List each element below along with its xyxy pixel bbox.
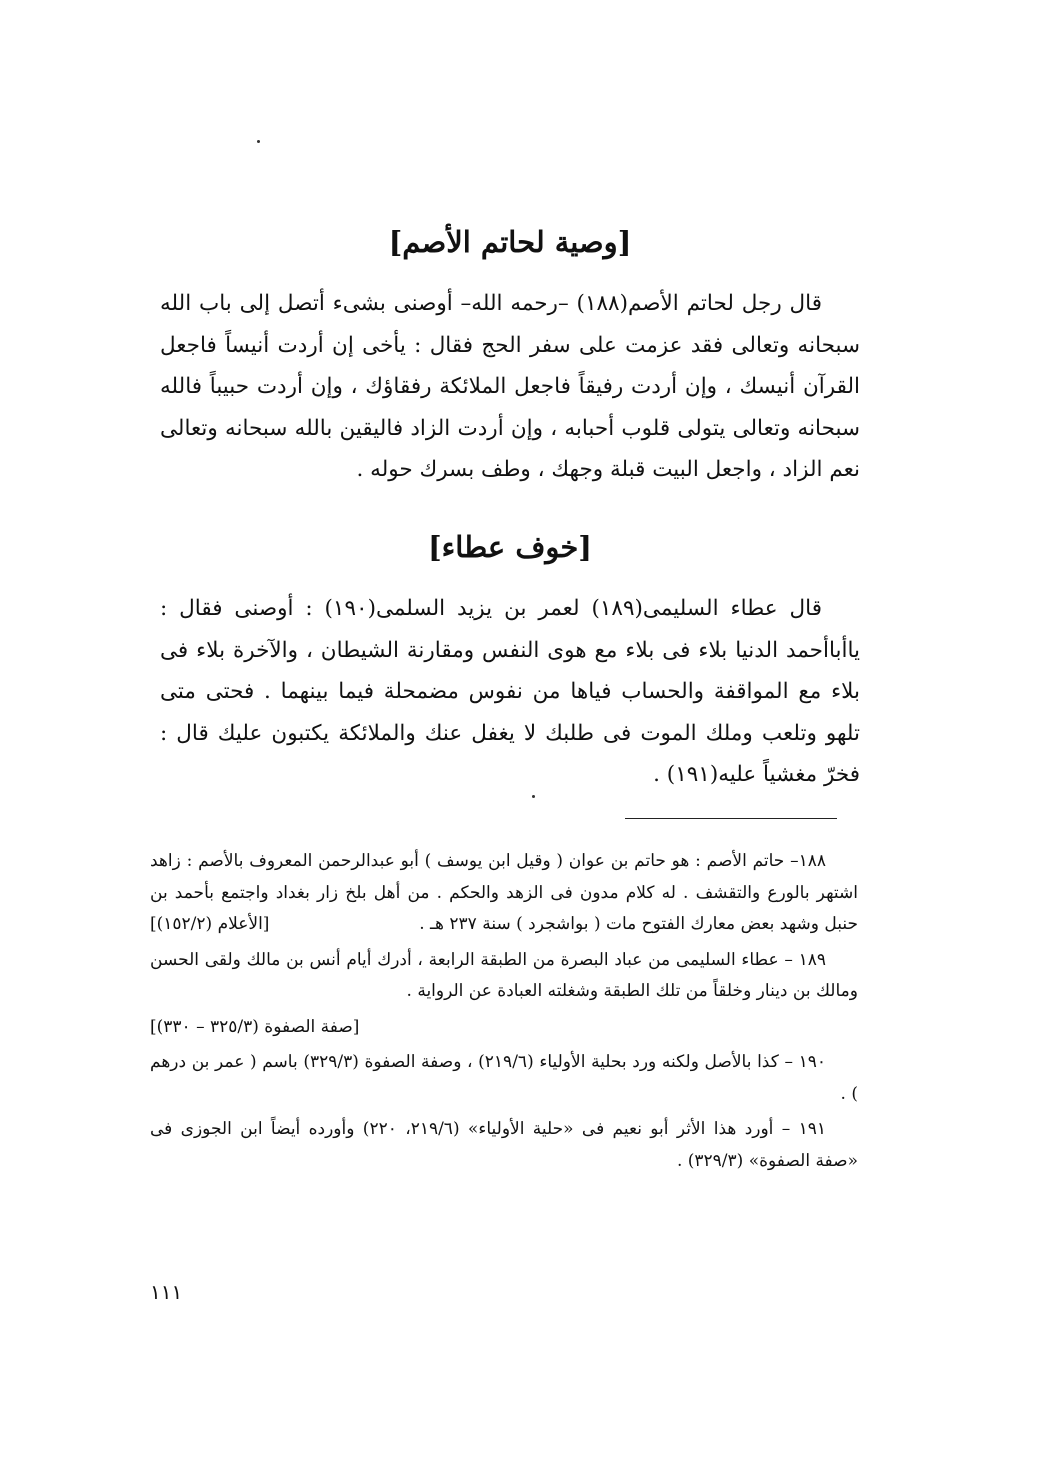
footnote: ١٨٩ – عطاء السليمى من عباد البصرة من الطبقة الرابعة ، أدرك أيام أنس بن مالك ولقى الحسن ومالك بن دينار وخلقاً من تلك الطبقة وشغلته العبادة عن الرواية . xyxy=(150,949,858,1001)
footnote-source: [الأعلام (١٥٢/٢)] xyxy=(150,914,270,934)
footnotes xyxy=(150,846,858,1181)
footnote: ١٩٠ – كذا بالأصل ولكنه ورد بحلية الأولياء (٢١٩/٦) ، وصفة الصفوة (٣٢٩/٣) باسم ( عمر بن درهم ) . xyxy=(150,1052,858,1104)
footnote-source: [صفة الصفوة (٣٢٥/٣ – ٣٣٠)] xyxy=(150,1016,360,1037)
section-body xyxy=(160,588,860,796)
body-paragraph: قال رجل لحاتم الأصم(١٨٨) –رحمه الله– أوصنى بشىء أتصل إلى باب الله سبحانه وتعالى فقد عزمت على سفر الحج فقال : يأخى إن أردت أنيساً فاجعل القرآن أنيسك ، وإن أردت رفيقاً فاجعل الملائكة رفقاؤك ، وإن أردت حبيباً فالله سبحانه وتعالى يتولى قلوب أحبابه ، وإن أردت الزاد فاليقين بالله سبحانه وتعالى نعم الزاد ، واجعل البيت قبلة وجهك ، وطف بسرك حوله . xyxy=(160,291,860,482)
footnote-separator xyxy=(625,818,837,819)
section-title: [خوف عطاء] xyxy=(427,530,593,564)
page-number: ١١١ xyxy=(150,1280,183,1304)
section-body xyxy=(160,283,860,491)
footnote: ١٨٨– حاتم الأصم : هو حاتم بن عوان ( وقيل ابن يوسف ) أبو عبدالرحمن المعروف بالأصم : زاهد اشتهر بالورع والتقشف . له كلام مدون فى الزهد والحكم . من أهل بلخ زار بغداد واجتمع بأحمد بن حنبل وشهد بعض معارك الفتوح مات ( بواشجرد ) سنة ٢٣٧ هـ . xyxy=(150,851,858,934)
footnote: ١٩١ – أورد هذا الأثر أبو نعيم فى «حلية الأولياء» (٢١٩/٦، ٢٢٠) وأورده أيضاً ابن الجوزى فى «صفة الصفوة» (٣٢٩/٣) . xyxy=(150,1119,858,1171)
section-title: [وصية لحاتم الأصم] xyxy=(388,225,632,259)
body-paragraph: قال عطاء السليمى(١٨٩) لعمر بن يزيد السلمى(١٩٠) : أوصنى فقال : ياأباأحمد الدنيا بلاء فى بلاء مع هوى النفس ومقارنة الشيطان ، والآخرة بلاء فى بلاء مع المواقفة والحساب فياها من نفوس مضمحلة فيما بينهما . فحتى متى تلهو وتلعب وملك الموت فى طلبك لا يغفل عنك والملائكة يكتبون عليك قال : فخرّ مغشياً عليه(١٩١) . xyxy=(160,596,860,787)
stray-mark xyxy=(257,140,260,143)
stray-mark xyxy=(532,795,535,798)
